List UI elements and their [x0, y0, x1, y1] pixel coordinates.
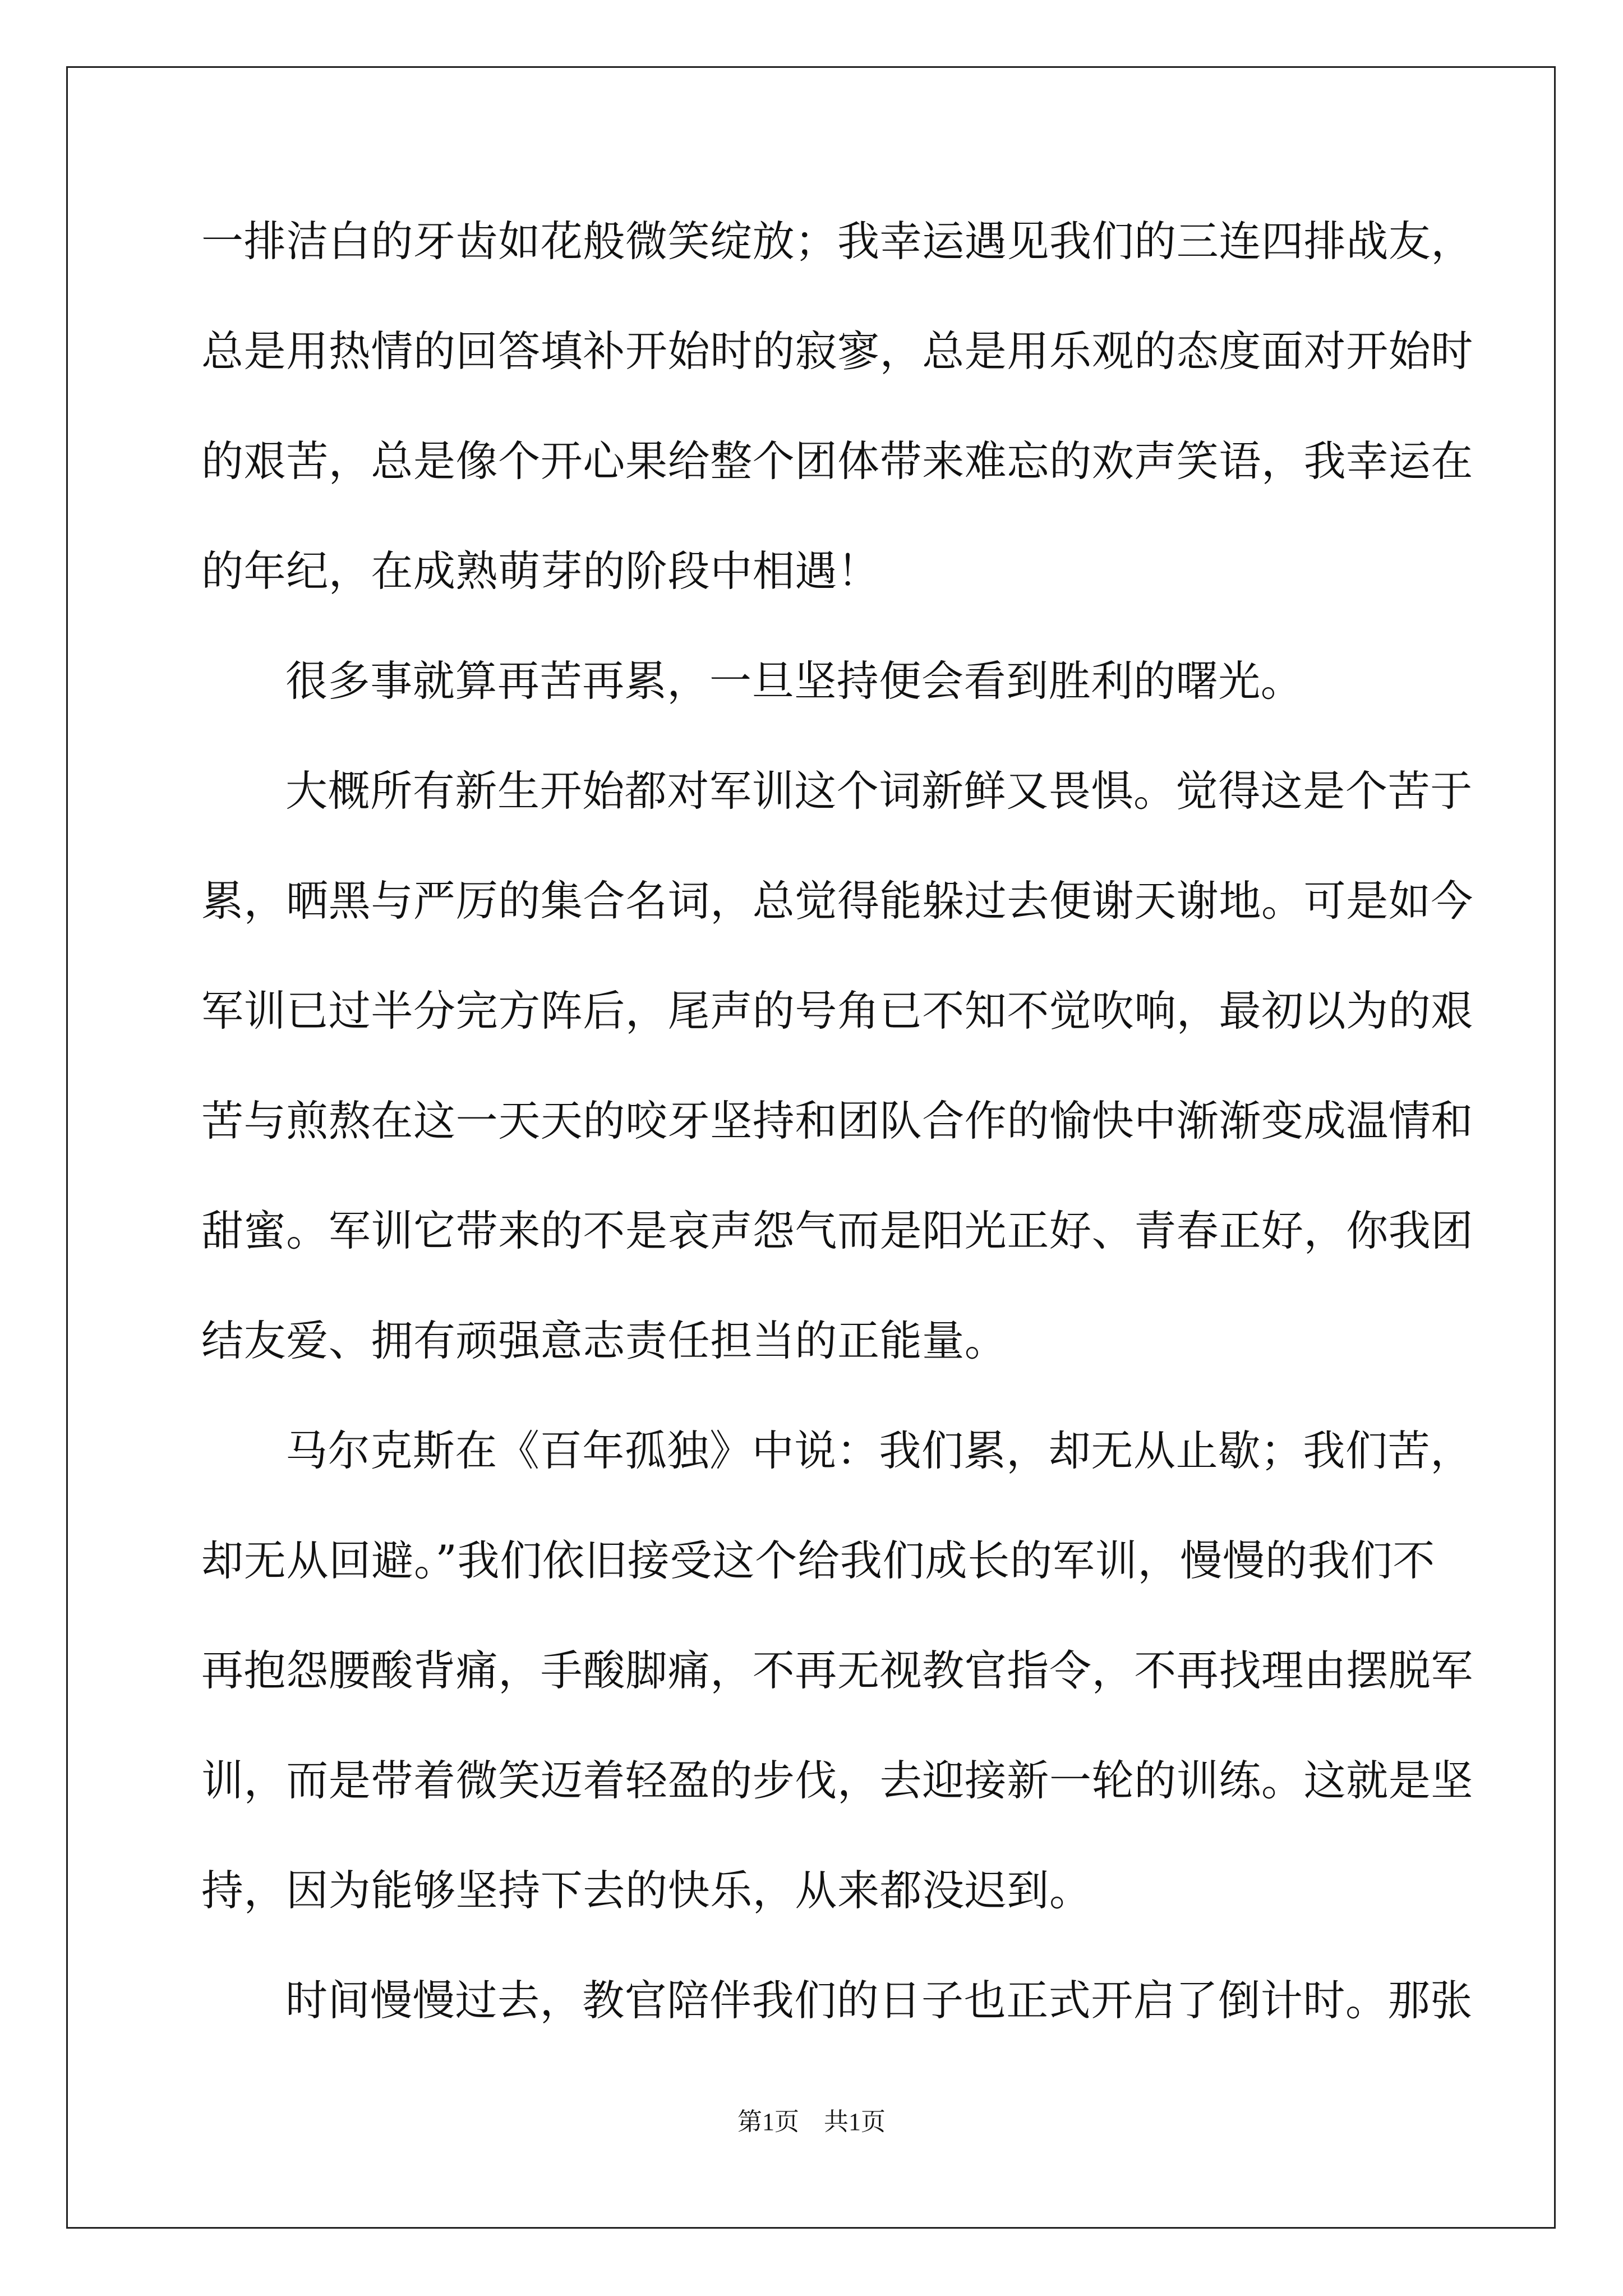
- text-line: 训，而是带着微笑迈着轻盈的步伐，去迎接新一轮的训练。这就是坚: [201, 1756, 1474, 1805]
- text-line: 的艰苦，总是像个开心果给整个团体带来难忘的欢声笑语，我幸运在: [201, 436, 1474, 486]
- text-line: 持，因为能够坚持下去的快乐，从来都没迟到。: [201, 1866, 1092, 1915]
- page-number-footer: 第1页 共1页: [737, 2108, 886, 2136]
- text-line: 累，晒黑与严厉的集合名词，总觉得能躲过去便谢天谢地。可是如今: [201, 876, 1474, 926]
- text-line: 再抱怨腰酸背痛，手酸脚痛，不再无视教官指令，不再找理由摆脱军: [201, 1646, 1474, 1695]
- text-line: 军训已过半分完方阵后，尾声的号角已不知不觉吹响，最初以为的艰: [201, 986, 1474, 1036]
- text-line: 却无从回避。”我们依旧接受这个给我们成长的军训，慢慢的我们不: [201, 1536, 1435, 1585]
- text-line: 结友爱、拥有顽强意志责任担当的正能量。: [201, 1316, 1007, 1365]
- text-line: 甜蜜。军训它带来的不是哀声怨气而是阳光正好、青春正好，你我团: [201, 1206, 1474, 1255]
- text-line: 总是用热情的回答填补开始时的寂寥，总是用乐观的态度面对开始时: [201, 326, 1474, 376]
- text-line: 马尔克斯在《百年孤独》中说：我们累，却无从止歇；我们苦，: [285, 1426, 1473, 1475]
- text-line: 很多事就算再苦再累，一旦坚持便会看到胜利的曙光。: [285, 656, 1303, 706]
- text-line: 时间慢慢过去，教官陪伴我们的日子也正式开启了倒计时。那张: [285, 1976, 1473, 2025]
- text-line: 大概所有新生开始都对军训这个词新鲜又畏惧。觉得这是个苦于: [285, 766, 1473, 816]
- text-line: 一排洁白的牙齿如花般微笑绽放；我幸运遇见我们的三连四排战友，: [201, 217, 1474, 266]
- text-line: 的年纪，在成熟萌芽的阶段中相遇！: [201, 546, 880, 596]
- text-line: 苦与煎熬在这一天天的咬牙坚持和团队合作的愉快中渐渐变成温情和: [201, 1096, 1474, 1145]
